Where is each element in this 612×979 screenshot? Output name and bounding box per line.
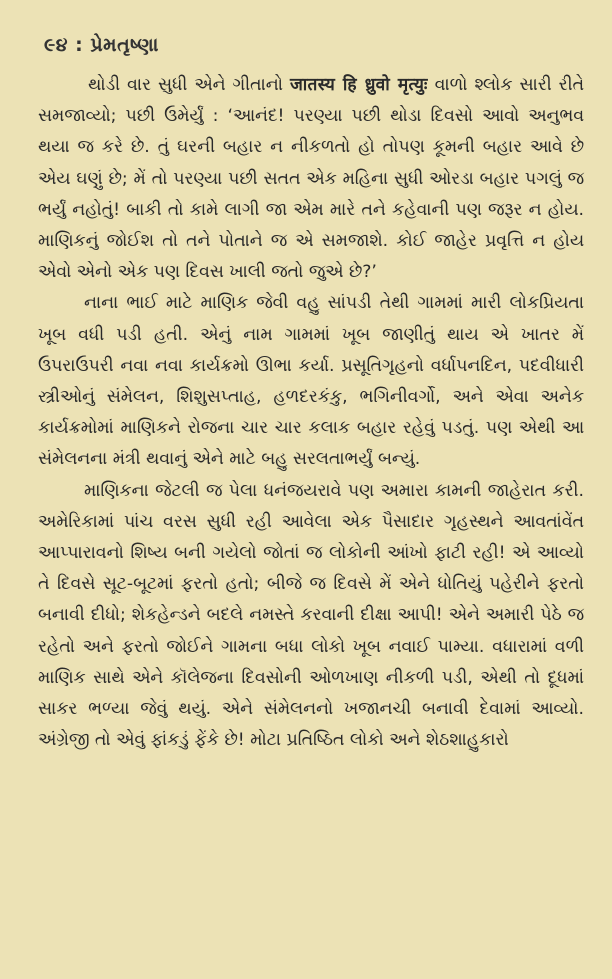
sanskrit-quote: जातस्य हि ध्रुवो मृत्युः bbox=[289, 75, 428, 95]
page-body bbox=[38, 70, 584, 756]
paragraph-2: નાના ભાઈ માટે માણિક જેવી વહુ સાંપડી તેથી ગામમાં મારી લોકપ્રિયતા ખૂબ વધી પડી હતી. એનું નામ ગામમાં ખૂબ જાણીતું થાય એ ખાતર મેં ઉપરાઉપરી નવા નવા કાર્યક્રમો ઊભા કર્યા. પ્રસૂતિગૃહનો વર્ધાપનદિન, પદવીધારી સ્ત્રીઓનું સંમેલન, શિશુસપ્તાહ, હળદરકંકુ, ભગિનીવર્ગો, અને એવા અનેક કાર્યક્રમોમાં માણિકને રોજના ચાર ચાર કલાક બહાર રહેવું પડતું. પણ એથી આ સંમેલનના મંત્રી થવાનું એને માટે બહુ સરલતાભર્યું બન્યું. bbox=[38, 293, 584, 470]
paragraph-1-text-end: વાળો શ્લોક સારી રીતે સમજાવ્યો; પછી ઉમેર્યું : ‘આનંદ! પરણ્યા પછી થોડા દિવસો આવો અનુભવ થયા જ કરે છે. તું ઘરની બહાર ન નીકળતો હો તોપણ કૂમની બહાર આવે છે એય ઘણું છે; મેં તો પરણ્યા પછી સતત એક મહિના સુધી ઓરડા બહાર પગલું જ ભર્યું નહોતું! બાકી તો કામે લાગી જા એમ મારે તને કહેવાની પણ જરૂર ન હોય. માણિકનું જોઈશ તો તને પોતાને જ એ સમજાશે. કોઈ જાહેર પ્રવૃત્તિ ન હોય એવો એનો એક પણ દિવસ ખાલી જતો જુએ છે?’ bbox=[38, 75, 585, 283]
page-header: ૯૪ : પ્રેમતૃષ્ણા bbox=[44, 34, 159, 56]
paragraph-1 bbox=[38, 70, 584, 288]
paragraph-1-text-start: થોડી વાર સુધી એને ગીતાનો bbox=[88, 75, 290, 95]
paragraph-3: માણિકના જેટલી જ પેલા ધનંજયરાવે પણ અમારા કામની જાહેરાત કરી. અમેરિકામાં પાંચ વરસ સુધી રહી આવેલા એક પૈસાદાર ગૃહસ્થને આવતાંવેંત આપ્પારાવનો શિષ્ય બની ગયેલો જોતાં જ લોકોની આંખો ફાટી રહી! એ આવ્યો તે દિવસે સૂટ-બૂટમાં ફરતો હતો; બીજે જ દિવસે મેં એને ધોતિયું પહેરીને ફરતો બનાવી દીધો; શેકહેન્ડને બદલે નમસ્તે કરવાની દીક્ષા આપી! એને અમારી પેઠે જ રહેતો અને ફરતો જોઈને ગામના બધા લોકો ખૂબ નવાઈ પામ્યા. વધારામાં વળી માણિક સાથે એને કૉલેજના દિવસોની ઓળખાણ નીકળી પડી, એથી તો દૂધમાં સાકર ભળ્યા જેવું થયું. એને સંમેલનનો ખજાનચી બનાવી દેવામાં આવ્યો. અંગ્રેજી તો એવું ફાંકડું ફેંકે છે! મોટા પ્રતિષ્ઠિત લોકો અને શેઠશાહુકારો bbox=[38, 480, 584, 751]
